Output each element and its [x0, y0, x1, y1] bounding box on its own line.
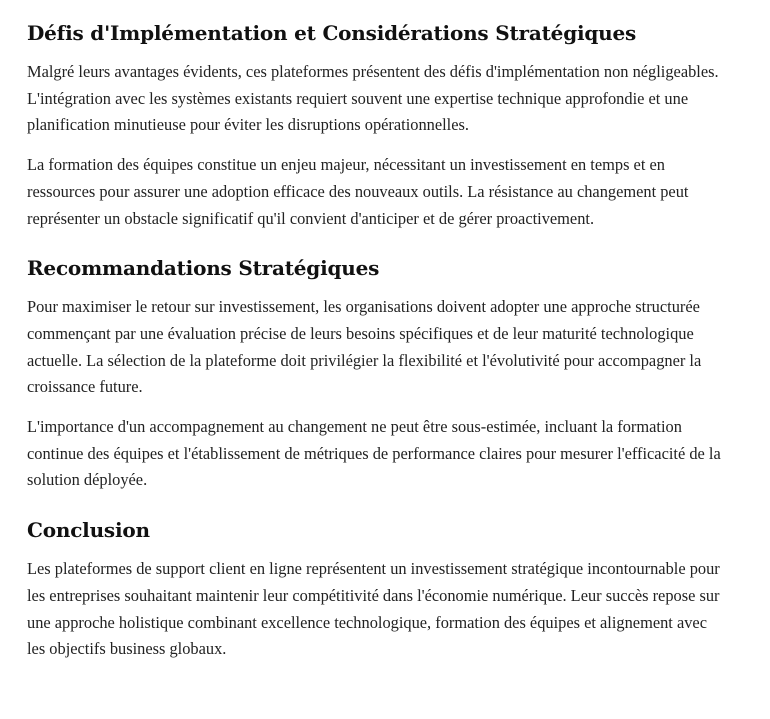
article-body [27, 18, 727, 676]
section-heading: Recommandations Stratégiques [27, 256, 380, 281]
section-heading: Conclusion [27, 518, 150, 543]
section-strategic-recommendations [27, 253, 727, 494]
paragraph: Les plateformes de support client en ligne représentent un investissement stratégique incontournable pour les entreprises souhaitant maintenir leur compétitivité dans l'économie numérique. Leur succès repose sur une approche holistique combinant excellence technologique, formation des équipes et alignement avec les objectifs business globaux. [27, 559, 720, 659]
section-heading: Défis d'Implémentation et Considérations Stratégiques [27, 21, 637, 45]
paragraph: Malgré leurs avantages évidents, ces plateformes présentent des défis d'implémentation non négligeables. L'intégration avec les systèmes existants requiert souvent une expertise technique approfondie et une planification minutieuse pour éviter les disruptions opérationnelles. [27, 62, 719, 135]
section-implementation-challenges [27, 18, 727, 232]
paragraph: L'importance d'un accompagnement au changement ne peut être sous-estimée, incluant la formation continue des équipes et l'établissement de métriques de performance claires pour mesurer l'efficacité de la solution déployée. [27, 417, 721, 490]
section-conclusion [27, 515, 727, 663]
paragraph: Pour maximiser le retour sur investissement, les organisations doivent adopter une approche structurée commençant par une évaluation précise de leurs besoins spécifiques et de leur maturité technologique actuelle. La sélection de la plateforme doit privilégier la flexibilité et l'évolutivité pour accompagner la croissance future. [27, 297, 702, 397]
paragraph: La formation des équipes constitue un enjeu majeur, nécessitant un investissement en temps et en ressources pour assurer une adoption efficace des nouveaux outils. La résistance au changement peut représenter un obstacle significatif qu'il convient d'anticiper et de gérer proactivement. [27, 155, 689, 228]
